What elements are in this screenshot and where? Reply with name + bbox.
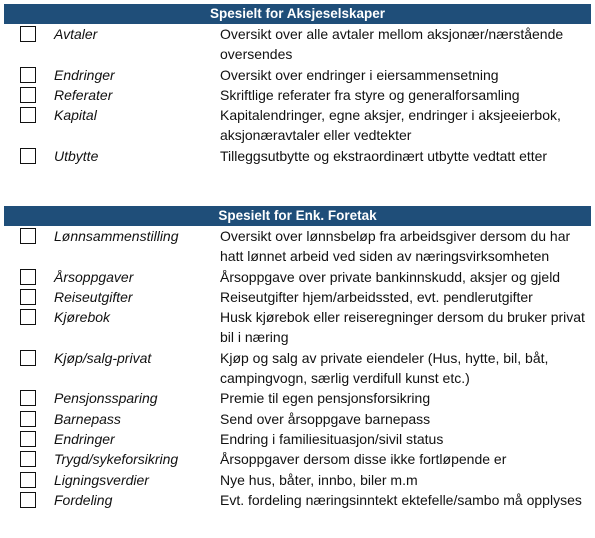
item-label: Kapital xyxy=(54,107,97,124)
checkbox[interactable] xyxy=(20,390,36,406)
checklist-row xyxy=(4,429,591,449)
item-label: Kjørebok xyxy=(54,309,111,326)
item-description: Reiseutgifter hjem/arbeidssted, evt. pendlerutgifter xyxy=(220,288,533,305)
checkbox[interactable] xyxy=(20,289,36,305)
checkbox[interactable] xyxy=(20,87,36,103)
checkbox[interactable] xyxy=(20,350,36,366)
item-description: Oversikt over alle avtaler mellom aksjonær/nærstående oversendes xyxy=(220,26,564,63)
section-enk-foretak xyxy=(4,206,591,510)
item-description: Kjøp og salg av private eiendeler (Hus, hytte, bil, båt, campingvogn, særlig verdifull kunst etc.) xyxy=(220,349,549,387)
item-description: Endring i familiesituasjon/sivil status xyxy=(220,430,444,447)
checklist-row xyxy=(4,348,591,389)
section-aksjeselskaper xyxy=(4,4,591,166)
item-label: Utbytte xyxy=(54,147,99,164)
checkbox[interactable] xyxy=(20,228,36,244)
section-header: Spesielt for Aksjeselskaper xyxy=(4,4,591,24)
checklist-row xyxy=(4,307,591,348)
item-label: Barnepass xyxy=(54,410,121,427)
checklist-row xyxy=(4,449,591,469)
checklist-row xyxy=(4,470,591,490)
checkbox[interactable] xyxy=(20,492,36,508)
item-label: Kjøp/salg-privat xyxy=(54,349,152,366)
item-description: Husk kjørebok eller reiseregninger dersom du bruker privat bil i næring xyxy=(220,309,585,346)
item-description: Premie til egen pensjonsforsikring xyxy=(220,390,431,407)
checklist-row xyxy=(4,388,591,408)
checklist-row xyxy=(4,226,591,267)
item-label: Pensjonssparing xyxy=(54,390,158,407)
item-label: Lønnsammenstilling xyxy=(54,228,179,244)
checkbox[interactable] xyxy=(20,451,36,467)
item-label: Referater xyxy=(54,86,113,103)
checklist-row xyxy=(4,490,591,510)
item-description: Årsoppgave over private bankinnskudd, aksjer og gjeld xyxy=(220,268,561,285)
checkbox[interactable] xyxy=(20,67,36,83)
checklist-row xyxy=(4,287,591,307)
item-label: Ligningsverdier xyxy=(54,471,149,488)
checklist-row xyxy=(4,65,591,85)
checklist-row xyxy=(4,146,591,166)
checklist-row xyxy=(4,24,591,65)
item-description: Evt. fordeling næringsinntekt ektefelle/sambo må opplyses xyxy=(220,491,582,508)
item-description: Send over årsoppgave barnepass xyxy=(220,410,431,427)
checkbox[interactable] xyxy=(20,107,36,123)
item-label: Reiseutgifter xyxy=(54,288,133,305)
item-description: Skriftlige referater fra styre og generalforsamling xyxy=(220,86,520,103)
item-label: Avtaler xyxy=(54,26,98,42)
item-label: Årsoppgaver xyxy=(54,268,134,285)
item-label: Fordeling xyxy=(54,491,113,508)
checkbox[interactable] xyxy=(20,472,36,488)
checkbox[interactable] xyxy=(20,148,36,164)
checkbox[interactable] xyxy=(20,269,36,285)
checklist-row xyxy=(4,409,591,429)
item-description: Oversikt over lønnsbeløp fra arbeidsgiver dersom du har hatt lønnet arbeid ved siden av næringsvirksomheten xyxy=(220,228,571,265)
checklist-row xyxy=(4,105,591,146)
checkbox[interactable] xyxy=(20,309,36,325)
item-description: Kapitalendringer, egne aksjer, endringer i aksjeeierbok, aksjonæravtaler eller vedtekter xyxy=(220,107,561,144)
item-description: Årsoppgaver dersom disse ikke fortløpende er xyxy=(220,451,507,468)
item-label: Trygd/sykeforsikring xyxy=(54,451,179,468)
checkbox[interactable] xyxy=(20,26,36,42)
item-label: Endringer xyxy=(54,66,115,83)
checklist-row xyxy=(4,85,591,105)
checkbox[interactable] xyxy=(20,431,36,447)
item-description: Oversikt over endringer i eiersammensetning xyxy=(220,66,499,83)
section-header: Spesielt for Enk. Foretak xyxy=(4,206,591,226)
checkbox[interactable] xyxy=(20,411,36,427)
item-description: Nye hus, båter, innbo, biler m.m xyxy=(220,471,418,488)
item-description: Tilleggsutbytte og ekstraordinært utbytte vedtatt etter xyxy=(220,147,548,164)
checklist-row xyxy=(4,267,591,287)
item-label: Endringer xyxy=(54,430,115,447)
